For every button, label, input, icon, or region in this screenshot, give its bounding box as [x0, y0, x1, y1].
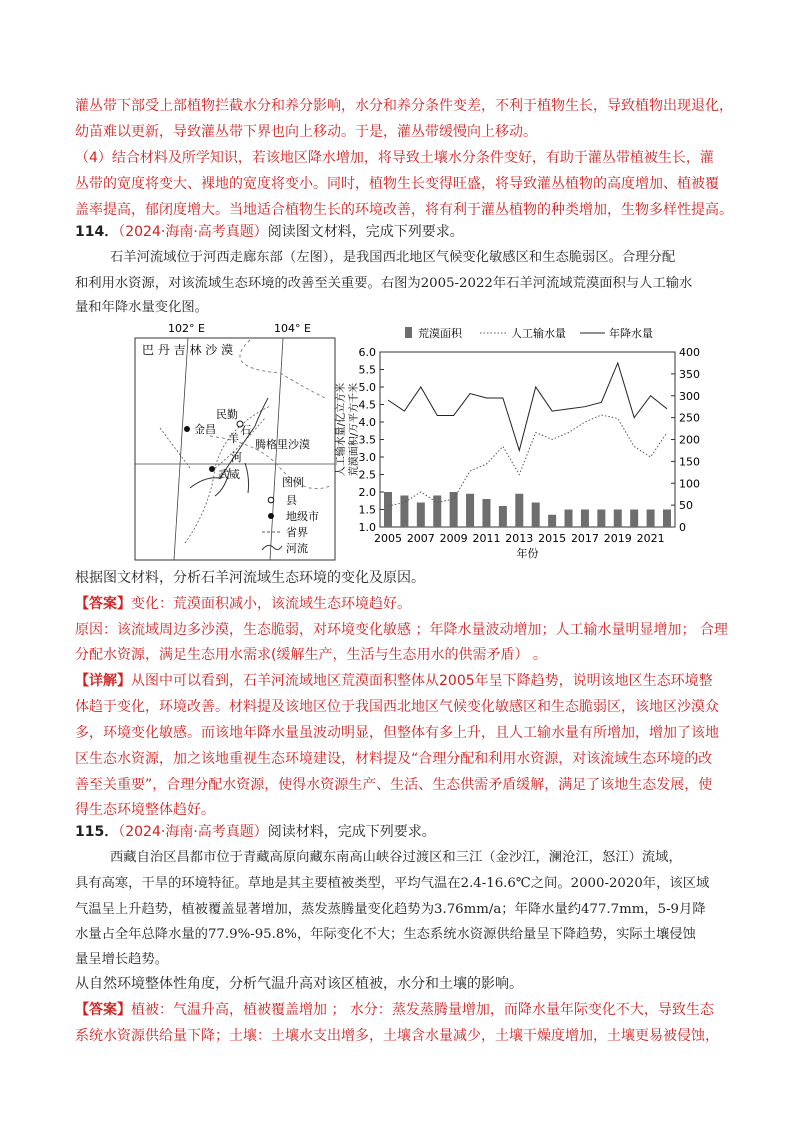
bar-desert-area — [466, 494, 474, 527]
y-tick-label-left: 6.0 — [358, 346, 376, 359]
x-tick-label: 2011 — [472, 532, 501, 545]
y-tick-label-right: 50 — [679, 499, 693, 513]
detail-text: 从图中可以看到，石羊河流域地区荒漠面积整体从2005年呈下降趋势，说明该地区生态环境整 — [131, 673, 713, 689]
detail-line: 得生态环境整体趋好。 — [75, 802, 215, 818]
material-line: 石羊河流域位于河西走廊东部（左图），是我国西北地区气候变化敏感区和生态脆弱区。合理分配 — [110, 250, 676, 265]
line-water-transfer — [388, 415, 667, 506]
material-line: 和利用水资源，对该流域生态环境的改善至关重要。右图为2005-2022年石羊河流域荒漠面积与人工输水 — [75, 276, 693, 291]
bar-desert-area — [647, 510, 655, 528]
bar-desert-area — [417, 503, 425, 528]
y-tick-label-left: 5.5 — [358, 363, 376, 377]
question-text: 从自然环境整体性角度，分析气温升高对该区植被，水分和土壤的影响。 — [75, 976, 523, 992]
bar-desert-area — [482, 499, 490, 527]
text-line: 幼苗难以更新，导致灌丛带下界也向上移动。于是，灌丛带缓慢向上移动。 — [75, 124, 537, 140]
bar-desert-area — [450, 492, 458, 527]
y-tick-label-right: 300 — [679, 389, 700, 403]
y-tick-label-left: 5.0 — [358, 381, 376, 394]
city-wuwei-dot — [209, 466, 215, 472]
y-tick-label-left: 2.0 — [358, 486, 376, 499]
detail-label: 【详解】 — [75, 673, 131, 689]
text-line: 丛带的宽度将变大、裸地的宽度将变小。同时，植物生长变得旺盛，将导致灌丛植物的高度增加、植被覆 — [75, 176, 719, 192]
legend-river-label: 河流 — [286, 542, 308, 555]
chart-figure — [330, 322, 710, 562]
bar-desert-area — [433, 496, 441, 528]
material-line: 具有高寒，干旱的环境特征。草地是其主要植被类型，平均气温在2.4-16.6℃之间。2000-2020年，该区域 — [75, 876, 710, 891]
city-wuwei-label: 武威 — [218, 468, 240, 481]
x-tick-label: 2009 — [439, 532, 468, 545]
y-axis-label-left: 人工输水量/亿立方米 — [336, 382, 347, 477]
answer-line — [75, 594, 411, 614]
text-line: 灌丛带下部受上部植物拦截水分和养分影响，水分和养分条件变差，不利于植物生长，导致植物出现退化， — [75, 98, 733, 114]
y-tick-label-right: 250 — [679, 411, 700, 425]
answer-line: 原因：该流域周边多沙漠，生态脆弱，对环境变化敏感 ；年降水量波动增加；人工输水量明显增加； 合理 — [75, 622, 728, 638]
detail-line: 多，环境变化敏感。而该地年降水量虽波动明显，但整体有多上升，且人工输水量有所增加，增加了该地 — [75, 725, 719, 741]
y-axis-label-left: 荒漠面积/万平方千米 — [349, 382, 360, 477]
text-line: （4）结合材料及所学知识，若该地区降水增加，将导致土壤水分条件变好，有助于灌丛带植被生长，灌 — [75, 150, 714, 166]
material-line: 量呈增长趋势。 — [75, 952, 169, 967]
legend-river-symbol — [262, 545, 282, 550]
y-tick-label-left: 2.5 — [358, 468, 376, 482]
y-tick-label-right: 100 — [679, 477, 700, 491]
map-figure — [130, 318, 345, 563]
x-axis-label: 年份 — [516, 547, 539, 560]
legend-label: 荒漠面积 — [418, 327, 462, 340]
answer-line: 分配水资源，满足生态用水需求(缓解生产，生活与生态用水的供需矛盾） 。 — [75, 647, 547, 663]
bar-desert-area — [548, 515, 556, 527]
lon-label-104: 104° E — [274, 322, 311, 335]
legend-bar-swatch — [405, 327, 412, 338]
legend-border-label: 省界 — [286, 526, 308, 539]
legend-label: 人工输水量 — [511, 327, 566, 340]
y-tick-label-right: 400 — [679, 346, 700, 359]
y-tick-label-left: 3.0 — [358, 451, 376, 464]
bar-desert-area — [597, 510, 605, 528]
city-minqin-label: 民勤 — [216, 408, 238, 421]
y-tick-label-right: 350 — [679, 367, 700, 381]
question-source: （2024·海南·高考真题） — [118, 224, 268, 240]
legend-county-symbol — [268, 497, 274, 503]
y-tick-label-right: 0 — [679, 521, 686, 534]
river-label-char: 河 — [231, 451, 242, 464]
x-tick-label: 2005 — [374, 532, 402, 545]
detail-line: 体趋于变化，环境改善。材料提及该地区位于我国西北地区气候变化敏感区和生态脆弱区，该地区沙漠众 — [75, 699, 719, 715]
question-number: 114． — [75, 224, 119, 240]
meridian-102 — [174, 338, 188, 560]
answer-text: 植被：气温升高，植被覆盖增加 ； 水分：蒸发蒸腾量增加，而降水量年际变化不大，导致生态 — [131, 1002, 714, 1018]
line-precipitation — [388, 363, 667, 451]
bar-desert-area — [400, 496, 408, 528]
x-tick-label: 2017 — [570, 532, 599, 545]
legend-city-label: 地级市 — [286, 510, 319, 523]
question-number: 115． — [75, 824, 119, 840]
question-source: （2024·海南·高考真题） — [118, 824, 268, 840]
plot-frame — [380, 352, 675, 527]
bar-desert-area — [565, 510, 573, 528]
x-tick-label: 2019 — [603, 532, 632, 545]
answer-label: 【答案】 — [75, 596, 131, 612]
answer-line: 系统水资源供给量下降；土壤：土壤水支出增多，土壤含水量减少，土壤干燥度增加，土壤更易被侵蚀， — [75, 1028, 719, 1044]
lon-label-102: 102° E — [168, 322, 205, 335]
legend-city-symbol — [268, 513, 274, 519]
material-line: 量和年降水量变化图。 — [75, 300, 208, 315]
x-tick-label: 2021 — [636, 532, 665, 545]
bar-desert-area — [630, 510, 638, 528]
question-prompt: 阅读材料，完成下列要求。 — [267, 824, 436, 840]
bar-desert-area — [499, 506, 507, 527]
material-line: 气温呈上升趋势，植被覆盖显著增加，蒸发蒸腾量变化趋势为3.76mm/a；年降水量约477.7mm，5-9月降 — [75, 902, 706, 917]
legend-title: 图例 — [282, 476, 304, 489]
detail-line — [75, 671, 713, 691]
material-line: 水量占全年总降水量的77.9%-95.8%，年际变化不大；生态系统水资源供给量呈下降趋势，实际土壤侵蚀 — [75, 927, 696, 942]
x-tick-label: 2013 — [505, 532, 534, 545]
answer-label: 【答案】 — [75, 1002, 131, 1018]
y-tick-label-left: 1.0 — [358, 521, 376, 534]
y-tick-label-right: 150 — [679, 455, 700, 469]
bar-desert-area — [663, 510, 671, 528]
question-114-header — [75, 222, 464, 242]
x-tick-label: 2015 — [538, 532, 567, 545]
question-115-header — [75, 822, 436, 842]
y-tick-label-left: 4.5 — [358, 398, 376, 412]
river-label-char: 石 — [240, 424, 251, 437]
legend-county-label: 县 — [286, 494, 297, 507]
bar-desert-area — [614, 510, 622, 528]
detail-line: 区生态水资源，加之该地重视生态环境建设，材料提及“合理分配和利用水资源，对该流域生态环境的改 — [75, 751, 713, 767]
text-line: 盖率提高，郁闭度增大。当地适合植物生长的环境改善，将有利于灌丛植物的种类增加，生物多样性提高。 — [75, 202, 733, 218]
city-jinchang-dot — [184, 426, 190, 432]
question-text: 根据图文材料，分析石羊河流域生态环境的变化及原因。 — [75, 570, 425, 586]
bar-desert-area — [515, 494, 523, 527]
city-jinchang-label: 金昌 — [194, 423, 216, 436]
desert-badain-jaran: 巴 丹 吉 林 沙 漠 — [142, 343, 234, 357]
material-line: 西藏自治区昌都市位于青藏高原向藏东南高山峡谷过渡区和三江（金沙江，澜沧江，怒江）流域， — [110, 850, 682, 865]
detail-line: 善至关重要”，合理分配水资源，使得水资源生产、生活、生态供需矛盾缓解，满足了该地生态发展，使 — [75, 777, 713, 793]
bar-desert-area — [384, 492, 392, 527]
bar-desert-area — [581, 510, 589, 528]
answer-text: 变化：荒漠面积减小，该流域生态环境趋好。 — [131, 596, 411, 612]
river-label-char: 羊 — [228, 432, 239, 445]
question-prompt: 阅读图文材料，完成下列要求。 — [267, 224, 464, 240]
y-tick-label-left: 4.0 — [358, 416, 376, 429]
legend-label: 年降水量 — [609, 327, 653, 340]
bar-desert-area — [532, 503, 540, 528]
y-tick-label-left: 1.5 — [358, 503, 376, 517]
y-tick-label-left: 3.5 — [358, 433, 376, 447]
desert-tengger: 腾格里沙漠 — [255, 438, 310, 451]
answer-line — [75, 1000, 714, 1020]
x-tick-label: 2007 — [406, 532, 435, 545]
y-tick-label-right: 200 — [679, 433, 700, 447]
